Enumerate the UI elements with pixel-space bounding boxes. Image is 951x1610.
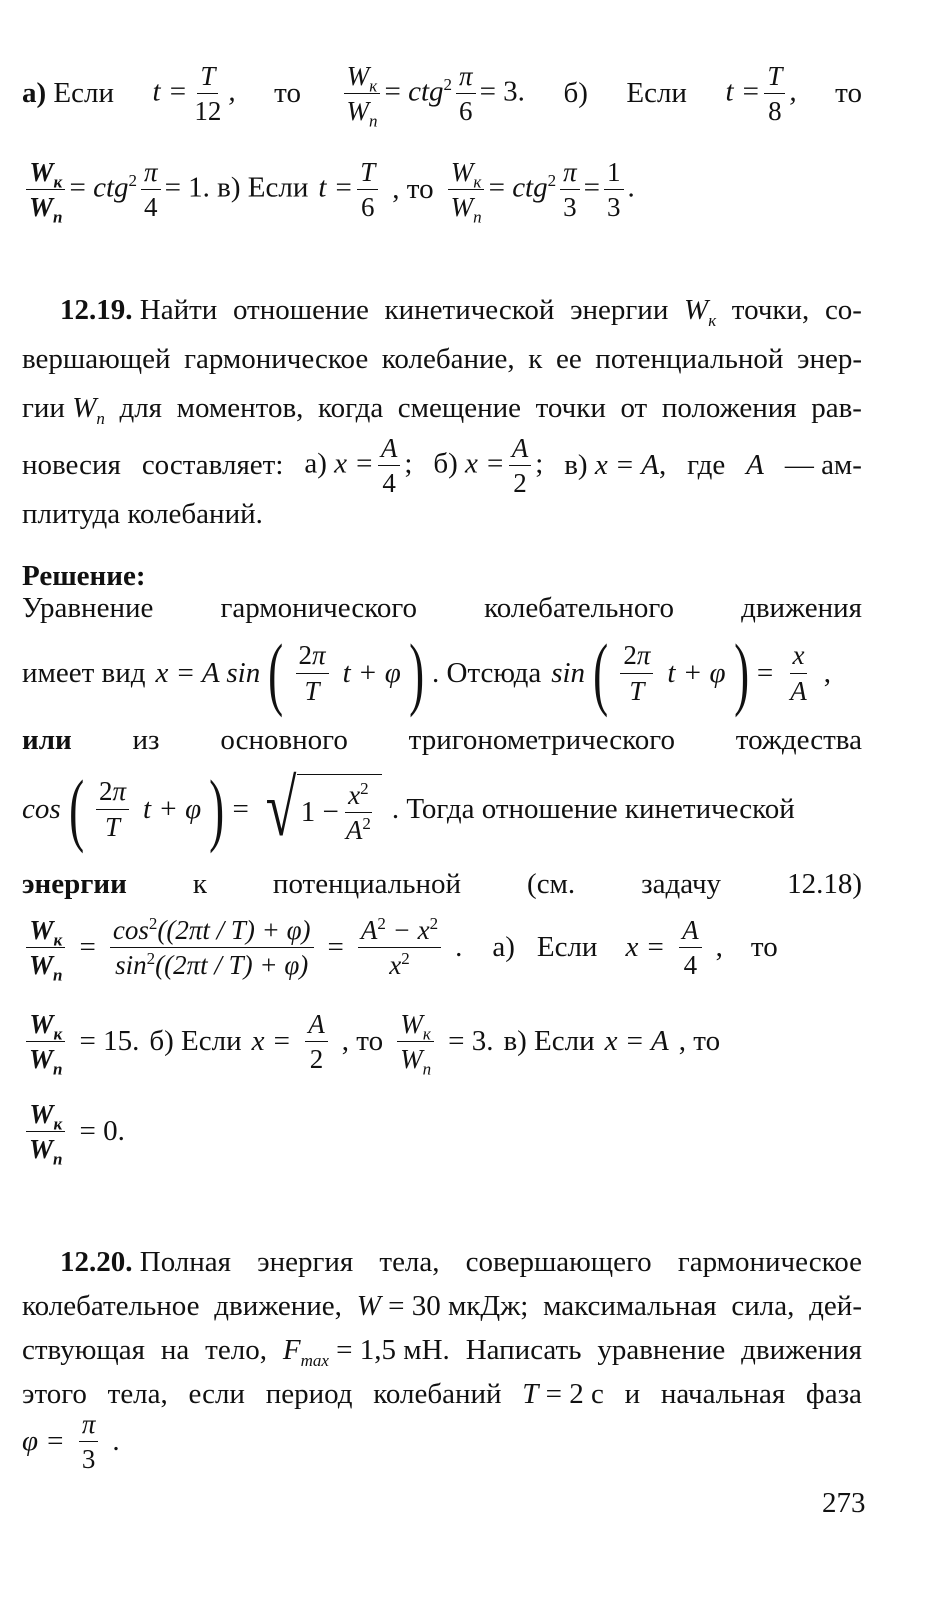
line-16: $\frac{W_к}{W_п}$ = 0. (22, 1100, 862, 1164)
line-6: новесия составляет: а) x = $\frac{A}{4}$ ; б) x = $\frac{A}{2}$ ; в) x = A, где A — ам- (22, 433, 862, 499)
line-12: cos ( $\frac{2\pi}{T}$ t + φ ) = √ 1 − $\frac{x^2}{A^2}$ . Тогда отношение кинетической (22, 763, 795, 854)
solution-heading: Решение: (22, 560, 146, 592)
line-20: этого тела, если период колебаний T = 2 с и начальная фаза (22, 1378, 862, 1410)
page-number: 273 (822, 1487, 866, 1519)
line-17: 12.20. Полная энергия тела, совершающего гармоническое (60, 1246, 862, 1278)
line-13: энергии к потенциальной (см. задачу 12.18) (22, 868, 862, 900)
line-19: ствующая на тело, $F_{max} = 1,5$ мН. Написать уравнение движения (22, 1334, 862, 1370)
line-1: а) Если t = $\frac{T}{12}$ , то $\frac{W_к}{W_п}$ = ctg$^2$ $\frac{\pi}{6}$ = 3. б) Если t = $\frac{T}{8}$ , то (22, 61, 862, 131)
line-9: Уравнение гармонического колебательного движения (22, 592, 862, 624)
line-21: φ = $\frac{\pi}{3}$ . (22, 1409, 120, 1475)
line-18: колебательное движение, W = 30 мкДж; максимальная сила, дей- (22, 1290, 862, 1322)
line-11: или из основного тригонометрического тождества (22, 724, 862, 756)
line-5: гии $W_п$ для моментов, когда смещение точки от положения рав- (22, 392, 862, 428)
line-10: имеет вид x = A sin ( $\frac{2\pi}{T}$ t + φ ) . Отсюда sin ( $\frac{2\pi}{T}$ t + φ ) = $\frac{x}{A}$ , (22, 627, 831, 718)
line-2: $\frac{W_к}{W_п}$ = ctg$^2$ $\frac{\pi}{4}$ = 1. в) Если t = $\frac{T}{6}$ , то $\frac{W_к}{W_п}$ = ctg$^2$ $\frac{\pi}{3}$ = $\frac{1}{3}$ . (22, 158, 862, 222)
line-7: плитуда колебаний. (22, 498, 263, 530)
line-14: $\frac{W_к}{W_п}$ = $\frac{\cos^2((2\pi t / T) + \varphi)}{\sin^2((2\pi t / T) + \varphi)}$ = $\frac{A^2 - x^2}{x^2}$ . а) Если x = $\frac{A}{4}$ , то (22, 916, 862, 980)
line-4: вершающей гармоническое колебание, к ее потенциальной энер- (22, 343, 862, 375)
line-15: $\frac{W_к}{W_п}$ = 15. б) Если x = $\frac{A}{2}$ , то $\frac{W_к}{W_п}$ = 3. в) Если x = A , то (22, 1010, 862, 1074)
line-3: 12.19. Найти отношение кинетической энергии $W_к$ точки, со- (60, 294, 862, 330)
